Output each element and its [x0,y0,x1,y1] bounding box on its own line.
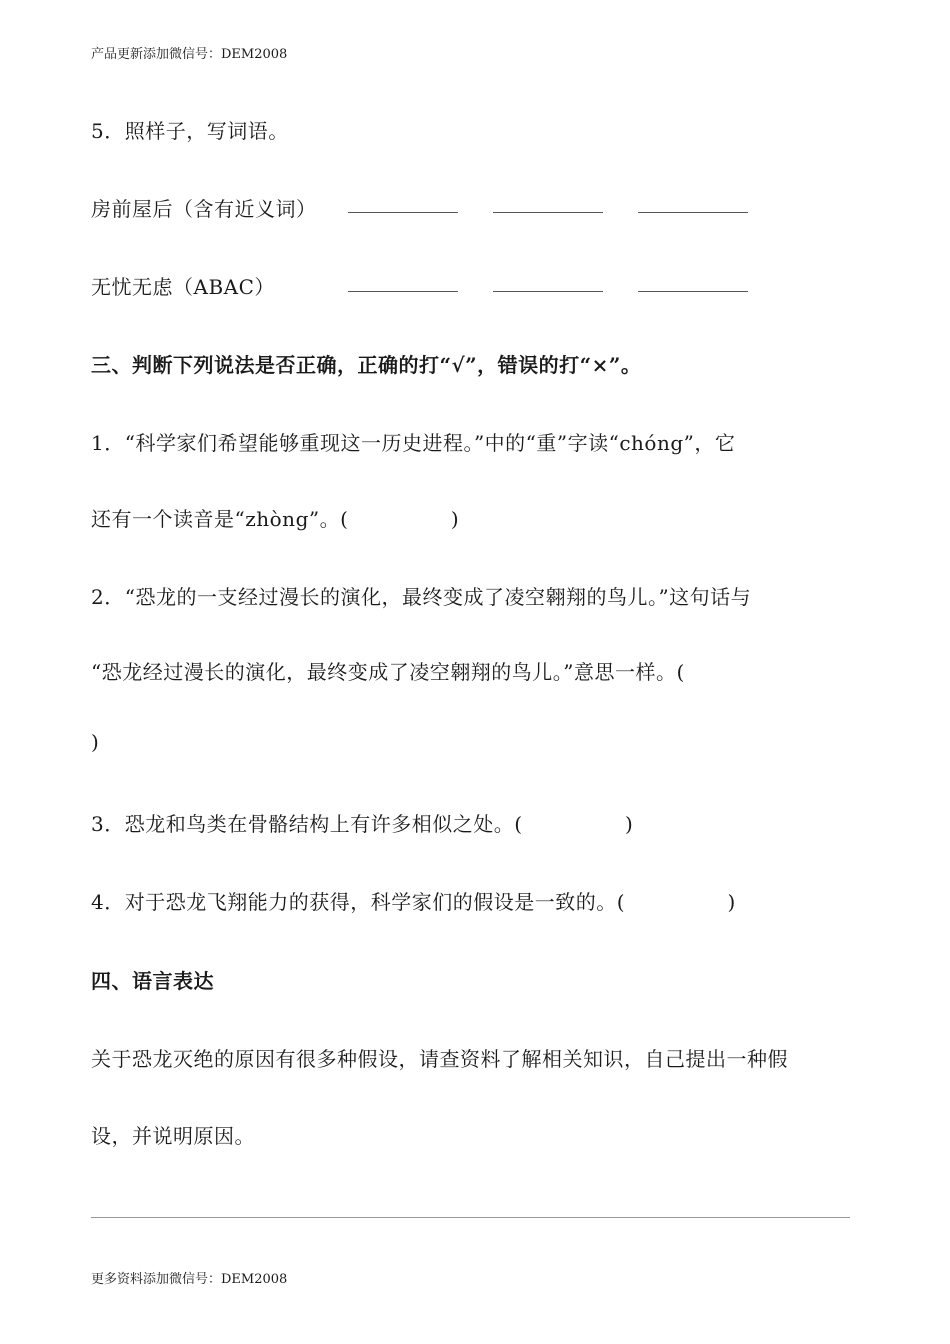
page-header: 产品更新添加微信号：DEM2008 [91,47,288,62]
word-row-1-label: 房前屋后（含有近义词） [91,197,317,221]
answer-blank[interactable] [638,291,748,292]
page-footer: 更多资料添加微信号：DEM2008 [91,1272,288,1287]
judge-item-1-line-2: 还有一个读音是“zhòng”。( ) [91,507,460,531]
section-4-heading: 四、语言表达 [91,969,214,993]
word-row-2-label: 无忧无虑（ABAC） [91,275,275,299]
expression-prompt-line-2: 设，并说明原因。 [91,1124,255,1148]
expression-prompt-line-1: 关于恐龙灭绝的原因有很多种假设，请查资料了解相关知识，自己提出一种假 [91,1047,788,1071]
answer-blank[interactable] [348,212,458,213]
answer-blank[interactable] [348,291,458,292]
judge-item-4: 4．对于恐龙飞翔能力的获得，科学家们的假设是一致的。( ) [91,890,736,914]
judge-item-2-line-1: 2．“恐龙的一支经过漫长的演化，最终变成了凌空翱翔的鸟儿。”这句话与 [91,585,752,609]
question-5-title: 5．照样子，写词语。 [91,119,289,143]
answer-blank[interactable] [638,212,748,213]
answer-blank[interactable] [493,291,603,292]
judge-item-1-line-1: 1．“科学家们希望能够重现这一历史进程。”中的“重”字读“chóng”，它 [91,431,736,455]
judge-item-2-line-3: ) [91,730,100,754]
judge-item-3: 3．恐龙和鸟类在骨骼结构上有许多相似之处。( ) [91,812,634,836]
answer-line[interactable] [91,1217,850,1218]
section-3-heading: 三、判断下列说法是否正确，正确的打“√”，错误的打“×”。 [91,353,642,377]
answer-blank[interactable] [493,212,603,213]
judge-item-2-line-2: “恐龙经过漫长的演化，最终变成了凌空翱翔的鸟儿。”意思一样。( [91,660,685,684]
